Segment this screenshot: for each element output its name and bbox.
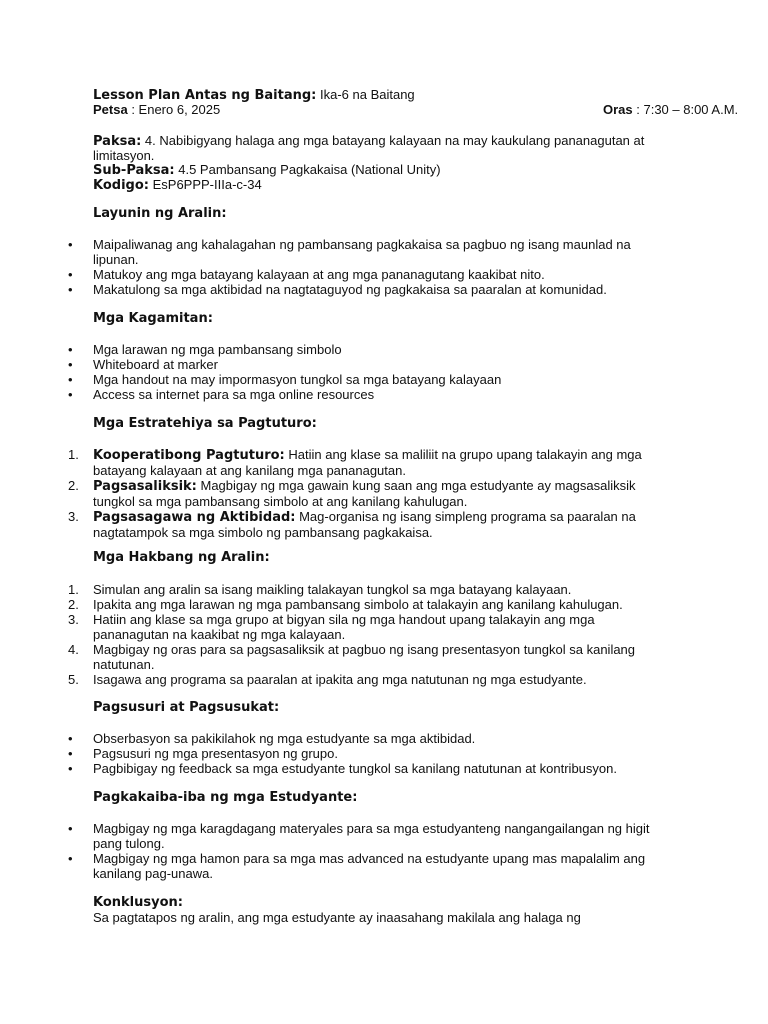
list-item: • Magbigay ng mga hamon para sa mga mas advanced na estudyante upang mas mapalalim ang kanilang pag-unawa.	[68, 851, 646, 881]
list-item: • Makatulong sa mga aktibidad na nagtataguyod ng pagkakaisa sa paaralan at komunidad.	[68, 282, 607, 297]
list-item: • Matukoy ang mga batayang kalayaan at ang mga pananagutang kaakibat nito.	[68, 267, 545, 282]
date-time-line	[93, 102, 739, 117]
pagsusuri-list	[64, 731, 704, 776]
item-number: 5.	[68, 672, 79, 687]
kodigo-label: Kodigo:	[93, 178, 149, 193]
list-item: 1. Simulan ang aralin sa isang maikling talakayan tungkol sa mga batayang kalayaan.	[68, 582, 572, 597]
item-number: 3.	[68, 509, 79, 524]
list-item: 4. Magbigay ng oras para sa pagsasaliksik at pagbuo ng isang presentasyon tungkol sa kanilang natutunan.	[68, 642, 636, 672]
paksa-label: Paksa:	[93, 134, 142, 149]
item-number: 4.	[68, 642, 79, 657]
bullet-icon: •	[68, 387, 73, 402]
item-number: 2.	[68, 597, 79, 612]
item-number: 3.	[68, 612, 79, 627]
bullet-icon: •	[68, 851, 73, 866]
bullet-icon: •	[68, 731, 73, 746]
layunin-heading: Layunin ng Aralin:	[93, 206, 227, 221]
estratehiya-list	[64, 447, 704, 540]
list-item: • Mga handout na may impormasyon tungkol sa mga batayang kalayaan	[68, 372, 502, 387]
paksa-value-cont: limitasyon.	[93, 148, 155, 163]
paksa-line-2	[93, 148, 693, 163]
list-item: 5. Isagawa ang programa sa paaralan at ipakita ang mga natutunan ng mga estudyante.	[68, 672, 587, 687]
list-item: • Access sa internet para sa mga online resources	[68, 387, 375, 402]
oras-label: Oras	[603, 102, 633, 117]
estratehiya-heading: Mga Estratehiya sa Pagtuturo:	[93, 416, 317, 431]
list-item: 3. Pagsasagawa ng Aktibidad: Mag-organisa ng isang simpleng programa sa paaralan na nagtatampok sa mga simbolo ng pambansang pagkakaisa.	[68, 509, 636, 540]
item-number: 1.	[68, 582, 79, 597]
konklusyon-text: Sa pagtatapos ng aralin, ang mga estudyante ay inaasahang makilala ang halaga ng	[93, 910, 581, 925]
konklusyon-heading: Konklusyon:	[93, 895, 183, 910]
bullet-icon: •	[68, 372, 73, 387]
oras-value: : 7:30 – 8:00 A.M.	[632, 102, 739, 117]
title-label: Lesson Plan Antas ng Baitang:	[93, 88, 317, 103]
list-item: 1. Kooperatibong Pagtuturo: Hatiin ang klase sa maliliit na grupo upang talakayin ang mga batayang kalayaan at ang kanilang mga pananagutan.	[68, 447, 642, 478]
title-value: Ika-6 na Baitang	[316, 87, 415, 102]
hakbang-list	[64, 582, 704, 687]
kodigo-line	[93, 177, 693, 193]
bullet-icon: •	[68, 267, 73, 282]
item-number: 1.	[68, 447, 79, 462]
kagamitan-heading: Mga Kagamitan:	[93, 311, 213, 326]
paksa-line	[93, 133, 693, 149]
bullet-icon: •	[68, 237, 73, 252]
list-item: 2. Pagsasaliksik: Magbigay ng mga gawain kung saan ang mga estudyante ay magsasaliksik tungkol sa mga pambansang simbolo at ang kanilang kahulugan.	[68, 478, 636, 509]
list-item: 2. Ipakita ang mga larawan ng mga pambansang simbolo at talakayin ang kanilang kahulugan.	[68, 597, 623, 612]
list-item: • Magbigay ng mga karagdagang materyales para sa mga estudyanteng nangangailangan ng higit pang tulong.	[68, 821, 650, 851]
list-item: • Mga larawan ng mga pambansang simbolo	[68, 342, 342, 357]
paksa-value: 4. Nabibigyang halaga ang mga batayang kalayaan na may kaukulang pananagutan at	[141, 133, 645, 148]
bullet-icon: •	[68, 357, 73, 372]
subpaksa-label: Sub-Paksa:	[93, 163, 175, 178]
lesson-plan-title-line	[93, 87, 693, 103]
bullet-icon: •	[68, 282, 73, 297]
kodigo-value: EsP6PPP-IIIa-c-34	[148, 177, 262, 192]
bullet-icon: •	[68, 746, 73, 761]
bullet-icon: •	[68, 821, 73, 836]
hakbang-heading: Mga Hakbang ng Aralin:	[93, 550, 270, 565]
list-item: • Pagsusuri ng mga presentasyon ng grupo.	[68, 746, 338, 761]
petsa-value: : Enero 6, 2025	[127, 102, 221, 117]
layunin-list	[64, 237, 704, 297]
item-number: 2.	[68, 478, 79, 493]
list-item: 3. Hatiin ang klase sa mga grupo at bigyan sila ng mga handout upang talakayin ang mga pananagutan na kaakibat ng mga kalayaan.	[68, 612, 595, 642]
pagkakaiba-heading: Pagkakaiba-iba ng mga Estudyante:	[93, 790, 358, 805]
bullet-icon: •	[68, 761, 73, 776]
list-item: • Obserbasyon sa pakikilahok ng mga estudyante sa mga aktibidad.	[68, 731, 476, 746]
kagamitan-list	[64, 342, 704, 402]
pagsusuri-heading: Pagsusuri at Pagsusukat:	[93, 700, 280, 715]
list-item: • Maipaliwanag ang kahalagahan ng pambansang pagkakaisa sa pagbuo ng isang maunlad na lipunan.	[68, 237, 631, 267]
list-item: • Pagbibigay ng feedback sa mga estudyante tungkol sa kanilang natutunan at kontribusyon.	[68, 761, 617, 776]
pagkakaiba-list	[64, 821, 704, 881]
subpaksa-value: 4.5 Pambansang Pagkakaisa (National Unity)	[174, 162, 441, 177]
subpaksa-line	[93, 162, 693, 178]
petsa-label: Petsa	[93, 102, 128, 117]
list-item: • Whiteboard at marker	[68, 357, 218, 372]
bullet-icon: •	[68, 342, 73, 357]
oras-field	[603, 102, 738, 117]
